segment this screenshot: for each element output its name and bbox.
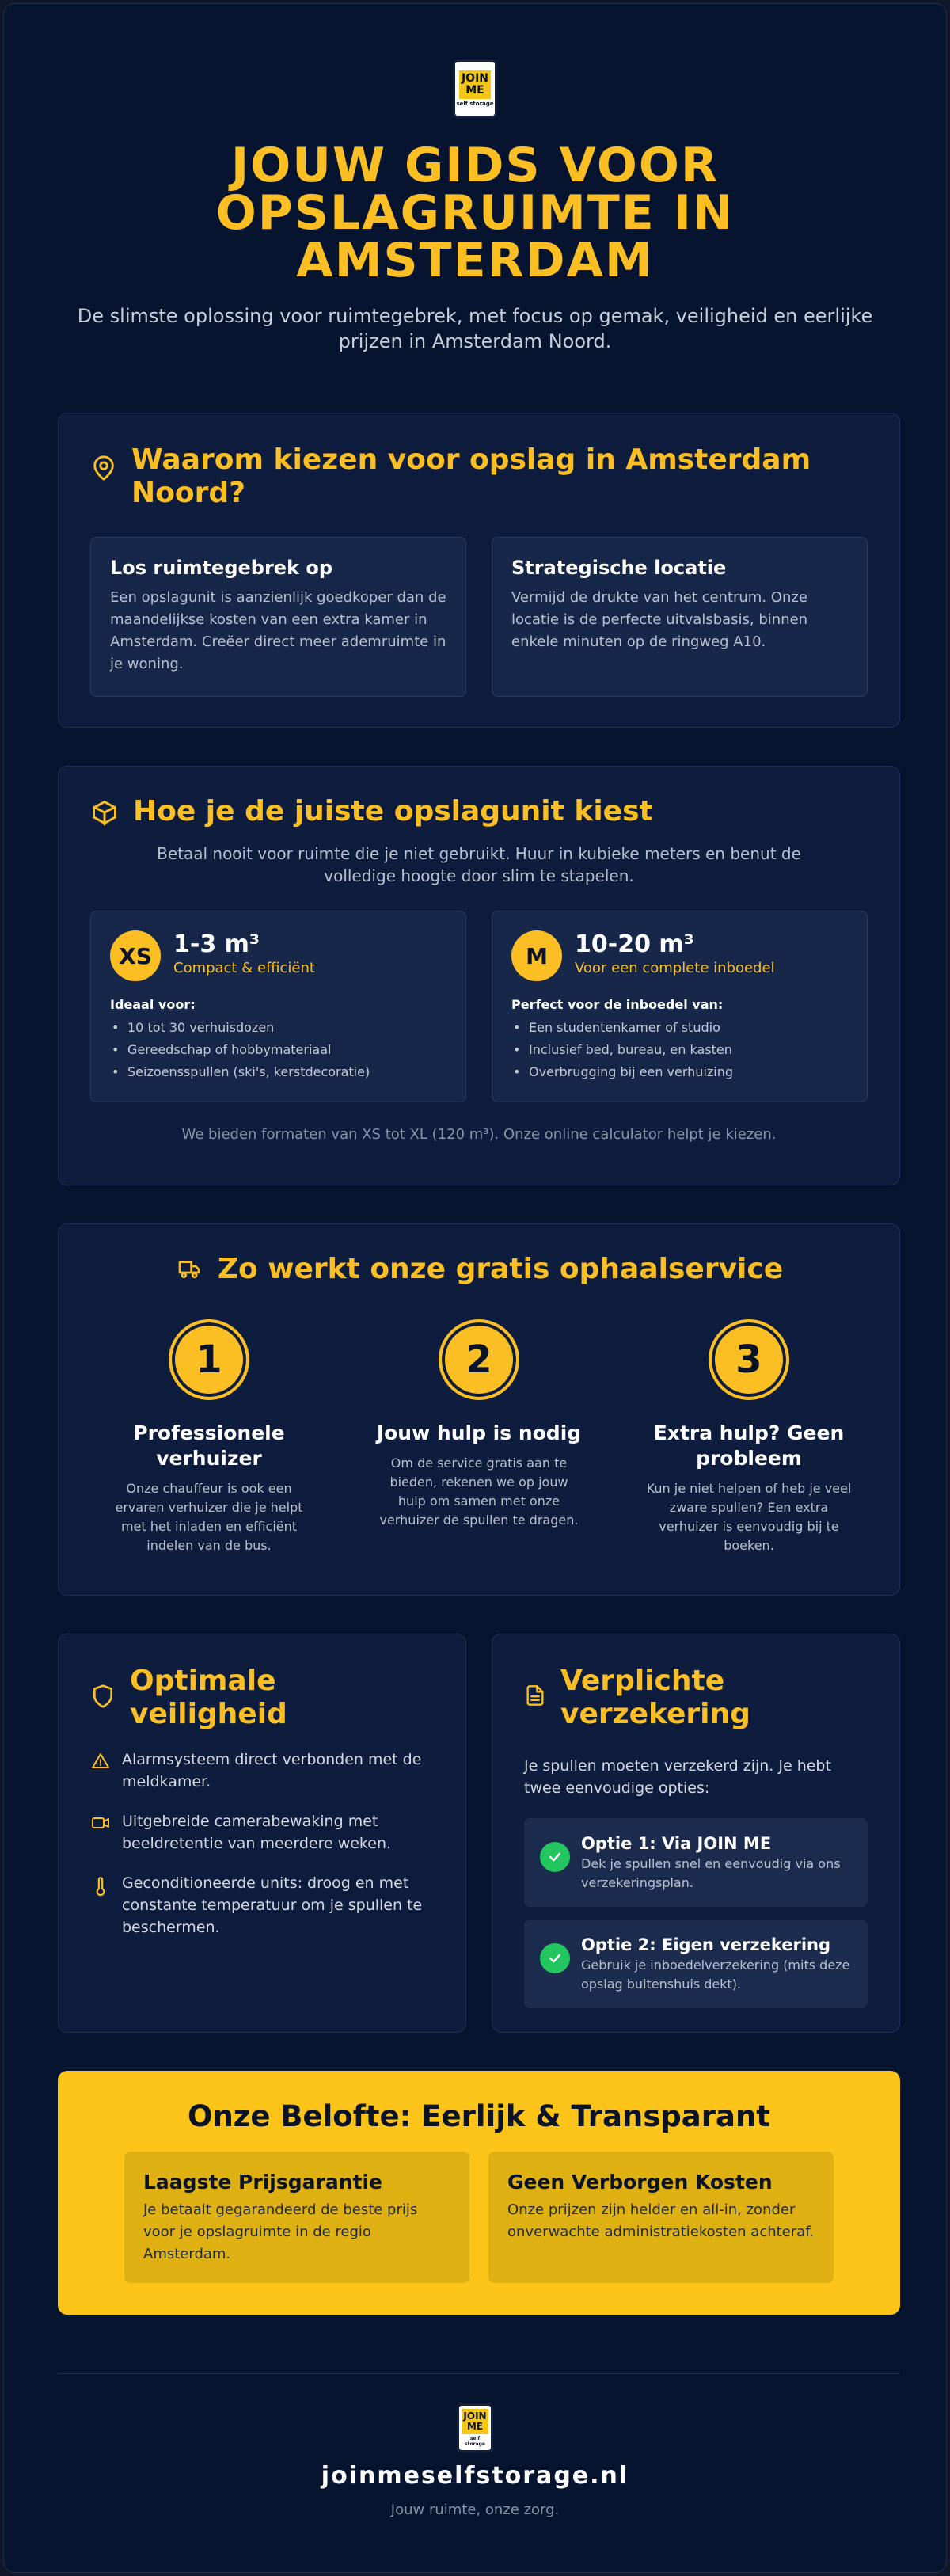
insurance-option-1[interactable] <box>524 1818 868 1907</box>
promise-item-title: Geen Verborgen Kosten <box>507 2171 773 2194</box>
feature-text: Uitgebreide camerabewaking met beeldretentie van meerdere weken. <box>122 1813 392 1852</box>
page-title: JOUW GIDS VOOR OPSLAGRUIMTE IN AMSTERDAM <box>215 138 735 288</box>
security-heading <box>90 1665 434 1731</box>
security-section <box>58 1634 466 2033</box>
option-text: Dek je spullen snel en eenvoudig via ons verzekeringsplan. <box>581 1856 841 1890</box>
footer-domain-link[interactable]: joinmeselfstorage.nl <box>321 2462 629 2490</box>
video-camera-icon <box>90 1813 111 1832</box>
list-item: • Overbrugging bij een verhuizing <box>511 1061 848 1083</box>
why-item-location <box>492 537 868 697</box>
why-item-text: Vermijd de drukte van het centrum. Onze locatie is de perfecte uitvalsbasis, binnen enkele minuten op de ringweg A10. <box>511 589 808 650</box>
promise-title: Onze Belofte: Eerlijk & Transparant <box>187 2099 770 2133</box>
step-number: 1 <box>169 1319 249 1400</box>
check-icon <box>540 1842 570 1872</box>
box-icon <box>90 798 119 827</box>
security-feature-alarm <box>90 1748 434 1793</box>
option-title: Optie 2: Eigen verzekering <box>581 1935 831 1954</box>
why-item-title: Strategische locatie <box>511 557 727 579</box>
unit-list-title: Perfect voor de inboedel van: <box>511 997 724 1012</box>
document-icon <box>524 1682 546 1709</box>
logo-subtext: self storage <box>465 2436 485 2447</box>
unit-badge: M <box>511 930 562 981</box>
truck-icon <box>175 1257 203 1282</box>
unit-card-m[interactable] <box>492 911 868 1102</box>
option-title: Optie 1: Via JOIN ME <box>581 1834 772 1853</box>
why-item-space <box>90 537 466 697</box>
promise-item-price <box>124 2152 469 2283</box>
unit-list-title: Ideaal voor: <box>110 997 196 1012</box>
list-item: • Seizoensspullen (ski's, kerstdecoratie) <box>110 1061 446 1083</box>
why-section <box>58 413 900 728</box>
security-feature-camera <box>90 1810 434 1855</box>
footer-divider <box>58 2373 900 2374</box>
step-title: Professionele verhuizer <box>133 1421 285 1470</box>
step-number: 3 <box>709 1319 789 1400</box>
list-item: • Inclusief bed, bureau, en kasten <box>511 1039 848 1061</box>
infographic-page <box>3 3 947 2573</box>
pickup-step-2 <box>360 1319 598 1555</box>
promise-item-costs <box>488 2152 834 2283</box>
insurance-section <box>492 1634 900 2033</box>
insurance-option-2[interactable] <box>524 1920 868 2008</box>
why-heading <box>90 443 868 510</box>
alert-triangle-icon <box>90 1752 111 1771</box>
list-item: • Een studentenkamer of studio <box>511 1017 848 1039</box>
unit-badge: XS <box>110 930 161 981</box>
step-text: Om de service gratis aan te bieden, rekenen we op jouw hulp om samen met onze verhuizer de spullen te dragen. <box>379 1455 579 1528</box>
feature-text: Alarmsysteem direct verbonden met de meldkamer. <box>122 1751 422 1790</box>
promise-item-text: Je betaalt gegarandeerd de beste prijs voor je opslagruimte in de regio Amsterdam. <box>143 2201 418 2262</box>
pickup-step-3 <box>630 1319 868 1555</box>
brand-logo[interactable] <box>453 59 497 118</box>
why-title: Waarom kiezen voor opslag in Amsterdam Noord? <box>131 443 811 509</box>
unit-size: 10-20 m³ <box>575 930 694 958</box>
map-pin-icon <box>90 453 117 483</box>
step-number: 2 <box>439 1319 519 1400</box>
security-feature-climate <box>90 1872 434 1939</box>
unit-tagline: Compact & efficiënt <box>173 960 315 976</box>
why-item-text: Een opslagunit is aanzienlijk goedkoper dan de maandelijkse kosten van een extra kamer in Amsterdam. Creëer direct meer ademruimte in je woning. <box>110 589 446 672</box>
units-section <box>58 766 900 1185</box>
unit-size: 1-3 m³ <box>173 930 260 958</box>
feature-text: Geconditioneerde units: droog en met constante temperatuur om je spullen te beschermen. <box>122 1874 423 1936</box>
step-title: Jouw hulp is nodig <box>376 1421 582 1444</box>
units-heading <box>90 795 868 828</box>
unit-list <box>511 1017 848 1083</box>
logo-mark: JOIN ME <box>462 2409 488 2434</box>
insurance-title: Verplichte verzekering <box>560 1665 750 1730</box>
header <box>4 59 946 354</box>
insurance-heading <box>524 1665 868 1731</box>
pickup-section <box>58 1223 900 1596</box>
step-title: Extra hulp? Geen probleem <box>653 1421 845 1470</box>
shield-icon <box>90 1682 116 1710</box>
insurance-intro: Je spullen moeten verzekerd zijn. Je hebt twee eenvoudige opties: <box>524 1757 831 1797</box>
pickup-title: Zo werkt onze gratis ophaalservice <box>217 1253 784 1285</box>
units-intro: Betaal nooit voor ruimte die je niet gebruikt. Huur in kubieke meters en benut de volledige hoogte door slim te stapelen. <box>157 844 801 885</box>
pickup-heading <box>90 1253 868 1286</box>
units-title: Hoe je de juiste opslagunit kiest <box>133 795 653 828</box>
promise-item-text: Onze prijzen zijn helder en all-in, zonder onverwachte administratiekosten achteraf. <box>507 2201 814 2240</box>
promise-section <box>58 2071 900 2315</box>
promise-item-title: Laagste Prijsgarantie <box>143 2171 382 2194</box>
footer-tagline: Jouw ruimte, onze zorg. <box>390 2502 560 2518</box>
option-text: Gebruik je inboedelverzekering (mits deze opslag buitenshuis dekt). <box>581 1958 850 1992</box>
step-text: Kun je niet helpen of heb je veel zware spullen? Een extra verhuizer is eenvoudig bij te boeken. <box>646 1481 852 1553</box>
check-icon <box>540 1943 570 1973</box>
logo-mark: JOIN ME <box>459 70 491 99</box>
list-item: • Gereedschap of hobbymateriaal <box>110 1039 446 1061</box>
units-footnote: We bieden formaten van XS tot XL (120 m³). Onze online calculator helpt je kiezen. <box>181 1126 777 1143</box>
unit-list <box>110 1017 446 1083</box>
why-item-title: Los ruimtegebrek op <box>110 557 333 579</box>
list-item: • 10 tot 30 verhuisdozen <box>110 1017 446 1039</box>
unit-card-xs[interactable] <box>90 911 466 1102</box>
footer-logo[interactable] <box>457 2403 493 2452</box>
pickup-step-1 <box>90 1319 328 1555</box>
logo-subtext: self storage <box>456 101 494 107</box>
thermometer-icon <box>90 1875 111 1897</box>
unit-tagline: Voor een complete inboedel <box>575 960 775 976</box>
footer <box>4 2403 946 2518</box>
step-text: Onze chauffeur is ook een ervaren verhuizer die je helpt met het inladen en efficiënt indelen van de bus. <box>115 1481 303 1553</box>
page-subtitle: De slimste oplossing voor ruimtegebrek, met focus op gemak, veiligheid en eerlijke prijzen in Amsterdam Noord. <box>77 305 873 352</box>
security-title: Optimale veiligheid <box>130 1665 287 1730</box>
